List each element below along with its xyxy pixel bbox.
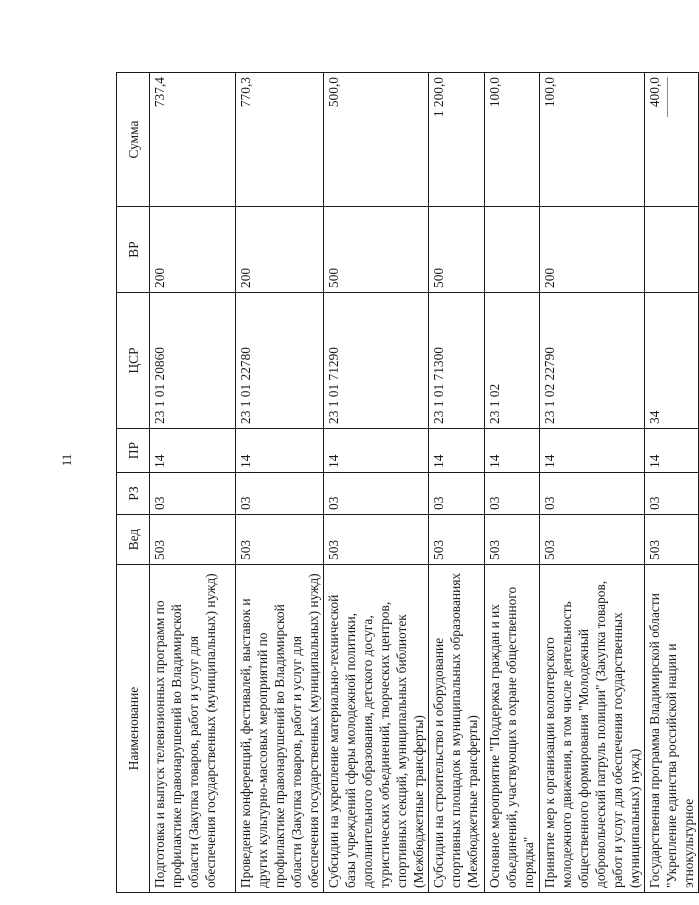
row-pr: 14	[429, 429, 485, 473]
table-row	[150, 73, 236, 893]
header-pr: ПР	[117, 429, 150, 473]
row-name: Проведение конференций, фестивалей, выставок и других культурно-массовых мероприятий по профилактике правонарушений во Владимирской области (Закупка товаров, работ и услуг для обеспечения государственных (муниципальных) нужд)	[236, 565, 324, 893]
budget-table	[116, 72, 699, 893]
row-rz: 03	[429, 473, 485, 515]
row-csr: 23 1 02	[485, 293, 540, 429]
row-name: Основное мероприятие "Поддержка граждан и их объединений, участвующих в охране общественного порядка"	[485, 565, 540, 893]
row-name: Субсидии на укрепление материально-технической базы учреждений сферы молодежной политики, дополнительного образования, детского досуга, туристических объединений, творческих центров, спортивных секций, муниципальных библиотек (Межбюджетные трансферты)	[324, 565, 429, 893]
page-number: 11	[59, 453, 74, 467]
row-vr: 200	[150, 207, 236, 293]
row-name: Субсидии на строительство и оборудование спортивных площадок в муниципальных образованиях (Межбюджетные трансферты)	[429, 565, 485, 893]
header-ved: Вед	[117, 515, 150, 565]
table-row	[429, 73, 485, 893]
row-ved: 503	[324, 515, 429, 565]
row-ved: 503	[485, 515, 540, 565]
table-row	[540, 73, 645, 893]
row-sum-cell	[645, 73, 699, 207]
row-csr: 23 1 01 71300	[429, 293, 485, 429]
header-sum: Сумма	[117, 73, 150, 207]
row-csr: 34	[645, 293, 699, 429]
row-rz: 03	[236, 473, 324, 515]
row-sum: 737,4	[150, 73, 236, 207]
row-sum: 100,0	[485, 73, 540, 207]
row-ved: 503	[150, 515, 236, 565]
table-row	[236, 73, 324, 893]
row-pr: 14	[236, 429, 324, 473]
row-sum: 1 200,0	[429, 73, 485, 207]
header-vr: ВР	[117, 207, 150, 293]
underline-mark	[667, 77, 668, 117]
table-row	[485, 73, 540, 893]
row-sum: 400,0	[647, 77, 662, 108]
row-ved: 503	[540, 515, 645, 565]
row-rz: 03	[645, 473, 699, 515]
table-row	[645, 73, 699, 893]
row-pr: 14	[324, 429, 429, 473]
row-name: Подготовка и выпуск телевизионных программ по профилактике правонарушений во Владимирской области (Закупка товаров, работ и услуг для обеспечения государственных (муниципальных) нужд)	[150, 565, 236, 893]
row-csr: 23 1 01 22780	[236, 293, 324, 429]
row-vr: 500	[324, 207, 429, 293]
row-rz: 03	[540, 473, 645, 515]
table-row	[324, 73, 429, 893]
row-rz: 03	[150, 473, 236, 515]
row-vr: 200	[236, 207, 324, 293]
header-rz: РЗ	[117, 473, 150, 515]
row-csr: 23 1 01 71290	[324, 293, 429, 429]
rotated-page-content	[116, 73, 696, 893]
row-sum: 100,0	[540, 73, 645, 207]
row-rz: 03	[485, 473, 540, 515]
row-pr: 14	[645, 429, 699, 473]
row-csr: 23 1 01 20860	[150, 293, 236, 429]
row-ved: 503	[236, 515, 324, 565]
row-pr: 14	[485, 429, 540, 473]
table-header-row	[117, 73, 150, 893]
row-sum: 500,0	[324, 73, 429, 207]
header-name: Наименование	[117, 565, 150, 893]
row-pr: 14	[150, 429, 236, 473]
row-pr: 14	[540, 429, 645, 473]
row-ved: 503	[645, 515, 699, 565]
row-sum: 770,3	[236, 73, 324, 207]
row-vr: 200	[540, 207, 645, 293]
row-vr: 500	[429, 207, 485, 293]
row-name: Принятие мер к организации волонтерского молодежного движения, в том числе деятельность общественного формирования "Молодежный добровольческий патруль полиции" (Закупка товаров, работ и услуг для обеспечения государственных (муниципальных) нужд)	[540, 565, 645, 893]
row-rz: 03	[324, 473, 429, 515]
row-vr	[645, 207, 699, 293]
row-name: Государственная программа Владимирской области "Укрепление единства российской нации и этнокультурное	[645, 565, 699, 893]
row-vr	[485, 207, 540, 293]
header-csr: ЦСР	[117, 293, 150, 429]
row-csr: 23 1 02 22790	[540, 293, 645, 429]
row-ved: 503	[429, 515, 485, 565]
